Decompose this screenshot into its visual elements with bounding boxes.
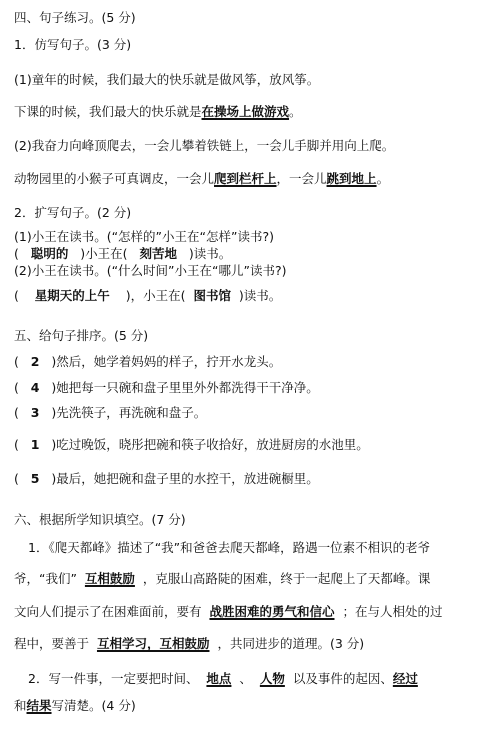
- text: 。: [376, 171, 390, 186]
- answer-blank: 人物: [259, 671, 285, 686]
- expand-answer-1: [14, 246, 231, 262]
- text: ，共同进步的道理。(3 分): [217, 636, 365, 651]
- imitation-sentence-2: [14, 171, 389, 187]
- text: )读书。: [238, 288, 282, 303]
- text: 下课的时候，我们最大的快乐就是: [14, 104, 202, 119]
- answer-blank: 互相学习，互相鼓励: [96, 636, 210, 651]
- sample-sentence-1: (1)童年的时候，我们最大的快乐就是做风筝，放风筝。: [14, 72, 320, 87]
- text: )小王在(: [80, 246, 128, 261]
- text: ，克服山高路陡的困难，终于一起爬上了天都峰。课: [142, 571, 431, 586]
- text: )，小王在(: [125, 288, 186, 303]
- fill-line-1: 1．《爬天都峰》描述了“我”和爸爸去爬天都峰，路遇一位素不相识的老爷: [28, 540, 431, 555]
- order-number: 1: [30, 437, 40, 452]
- paren: (: [14, 246, 19, 261]
- text: )读书。: [188, 246, 232, 261]
- text: 动物园里的小猴子可真调皮，一会儿: [14, 171, 215, 186]
- answer-blank: 互相鼓励: [84, 571, 135, 586]
- order-text: )吃过晚饭，晓彤把碗和筷子收拾好，放进厨房的水池里。: [51, 437, 369, 452]
- fill-line-4: [14, 636, 364, 652]
- text: 文向人们提示了在困难面前，要有: [14, 604, 202, 619]
- order-text: )先洗筷子，再洗碗和盘子。: [51, 405, 207, 420]
- answer-blank: 经过: [392, 671, 418, 686]
- answer-blank: 战胜困难的勇气和信心: [209, 604, 335, 619]
- text: 程中，要善于: [14, 636, 90, 651]
- text: 以及事件的起因、: [292, 671, 393, 686]
- text: 爷，“我们”: [14, 571, 77, 586]
- order-number: 4: [30, 380, 40, 395]
- answer-blank: 地点: [206, 671, 232, 686]
- answer-blank: 爬到栏杆上: [214, 171, 277, 186]
- expand-sentence-1: (1)小王在读书。(“怎样的”小王在“怎样”读书?): [14, 229, 274, 244]
- order-number: 2: [30, 354, 40, 369]
- section-5-heading: 五、给句子排序。(5 分): [14, 328, 149, 343]
- answer-blank: 在操场上做游戏: [201, 104, 290, 119]
- fill-line-2: [14, 571, 430, 587]
- text: 、: [239, 671, 252, 686]
- fill-line-5: [28, 671, 418, 687]
- order-item: ( 4 )她把每一只碗和盘子里里外外都洗得干干净净。: [14, 380, 319, 395]
- answer-blank: 星期天的上午: [34, 288, 110, 303]
- order-text: )最后，她把碗和盘子里的水控干，放进碗橱里。: [51, 471, 319, 486]
- order-item: ( 3 )先洗筷子，再洗碗和盘子。: [14, 405, 207, 420]
- text: 写清楚。(4 分): [51, 698, 136, 713]
- answer-blank: 跳到地上: [326, 171, 377, 186]
- question-2-title: 2．扩写句子。(2 分): [14, 205, 132, 220]
- order-item: ( 5 )最后，她把碗和盘子里的水控干，放进碗橱里。: [14, 471, 319, 486]
- fill-line-6: [14, 698, 136, 714]
- order-number: 5: [30, 471, 40, 486]
- paren: (: [14, 288, 19, 303]
- sample-sentence-2: (2)我奋力向峰顶爬去，一会儿攀着铁链上，一会儿手脚并用向上爬。: [14, 138, 395, 153]
- order-text: )她把每一只碗和盘子里里外外都洗得干干净净。: [51, 380, 319, 395]
- answer-blank: 结果: [26, 698, 52, 713]
- order-item: ( 1 )吃过晚饭，晓彤把碗和筷子收拾好，放进厨房的水池里。: [14, 437, 369, 452]
- text: 2．写一件事，一定要把时间、: [28, 671, 199, 686]
- expand-sentence-2: (2)小王在读书。(“什么时间”小王在“哪儿”读书?): [14, 263, 287, 278]
- order-text: )然后，她学着妈妈的样子，拧开水龙头。: [51, 354, 282, 369]
- question-1-title: 1．仿写句子。(3 分): [14, 37, 132, 52]
- section-4-heading: 四、句子练习。(5 分): [14, 10, 136, 25]
- text: ；在与人相处的过: [342, 604, 443, 619]
- fill-line-3: [14, 604, 442, 620]
- text: 。: [289, 104, 302, 119]
- text: ，一会儿: [276, 171, 327, 186]
- order-item: ( 2 )然后，她学着妈妈的样子，拧开水龙头。: [14, 354, 282, 369]
- imitation-sentence-1: [14, 104, 302, 120]
- text: 和: [14, 698, 27, 713]
- expand-answer-2: [14, 288, 281, 304]
- answer-blank: 刻苦地: [139, 246, 177, 261]
- answer-blank: 聪明的: [30, 246, 69, 261]
- order-number: 3: [30, 405, 40, 420]
- answer-blank: 图书馆: [193, 288, 231, 303]
- section-6-heading: 六、根据所学知识填空。(7 分): [14, 512, 186, 527]
